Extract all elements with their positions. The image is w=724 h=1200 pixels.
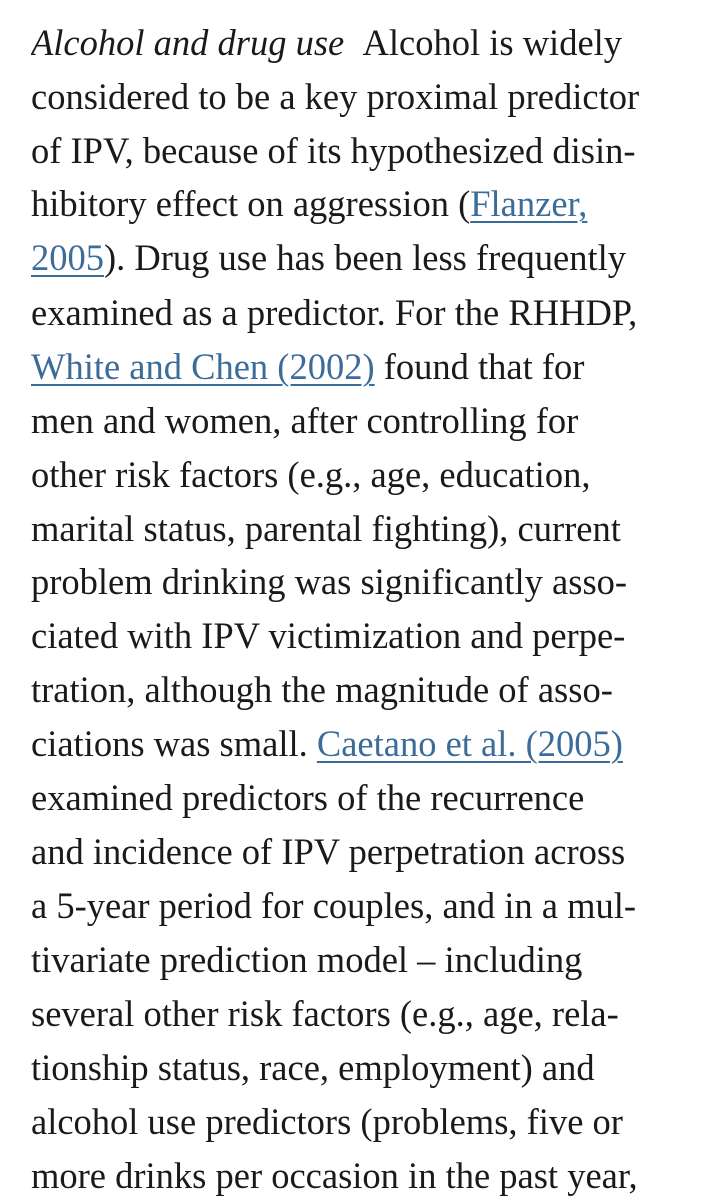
citation-link-white-chen[interactable]: White and Chen (2002) xyxy=(31,346,375,387)
line-text: considered to be a key proximal predictor xyxy=(31,76,640,117)
text-line-11 xyxy=(31,555,627,609)
text-line-10 xyxy=(31,502,621,556)
line-text: Alcohol is widely xyxy=(362,22,623,63)
text-line-18 xyxy=(31,933,582,987)
line-text: examined predictors of the recurrence xyxy=(31,777,585,818)
line-text: tration, although the magnitude of asso- xyxy=(31,669,613,710)
text-line-19 xyxy=(31,987,619,1041)
line-text: men and women, after controlling for xyxy=(31,400,579,441)
line-text: alcohol use predictors (problems, five or xyxy=(31,1101,623,1142)
text-line-12 xyxy=(31,609,625,663)
line-text: and incidence of IPV perpetration across xyxy=(31,831,626,872)
text-line-13 xyxy=(31,663,613,717)
line-text: problem drinking was significantly asso- xyxy=(31,561,628,602)
citation-link-flanzer[interactable]: Flanzer, xyxy=(470,183,588,224)
line-text: marital status, parental fighting), current xyxy=(31,508,621,549)
line-text: found that for xyxy=(374,346,585,387)
text-line-4 xyxy=(31,177,587,231)
text-line-6 xyxy=(31,286,637,340)
citation-link-flanzer-year[interactable]: 2005 xyxy=(31,237,104,278)
line-text: other risk factors (e.g., age, education, xyxy=(31,454,591,495)
line-text: several other risk factors (e.g., age, rela- xyxy=(31,993,619,1034)
text-line-2 xyxy=(31,70,639,124)
line-text: hibitory effect on aggression ( xyxy=(31,183,471,224)
article-body xyxy=(31,0,711,1200)
text-line-3 xyxy=(31,124,636,178)
text-line-22 xyxy=(31,1149,638,1200)
line-text: ciations was small. xyxy=(31,723,317,764)
line-text: more drinks per occasion in the past year, xyxy=(31,1155,638,1196)
line-text: of IPV, because of its hypothesized disin- xyxy=(31,130,636,171)
line-text: tionship status, race, employment) and xyxy=(31,1047,595,1088)
text-line-5 xyxy=(31,231,626,285)
line-text: ). Drug use has been less frequently xyxy=(104,237,626,278)
text-line-8 xyxy=(31,394,578,448)
section-heading: Alcohol and drug use xyxy=(31,22,345,63)
citation-link-caetano[interactable]: Caetano et al. (2005) xyxy=(316,723,623,764)
line-text: tivariate prediction model – including xyxy=(31,939,583,980)
text-line-15 xyxy=(31,771,584,825)
text-line-21 xyxy=(31,1095,623,1149)
text-line-16 xyxy=(31,825,625,879)
line-text: ciated with IPV victimization and perpe- xyxy=(31,615,626,656)
text-line-14 xyxy=(31,717,623,771)
text-line-9 xyxy=(31,448,590,502)
line-text: examined as a predictor. For the RHHDP, xyxy=(31,292,638,333)
text-line-20 xyxy=(31,1041,595,1095)
text-line-1 xyxy=(31,16,622,70)
text-line-17 xyxy=(31,879,636,933)
line-text: a 5-year period for couples, and in a mul- xyxy=(31,885,637,926)
text-line-7 xyxy=(31,340,584,394)
